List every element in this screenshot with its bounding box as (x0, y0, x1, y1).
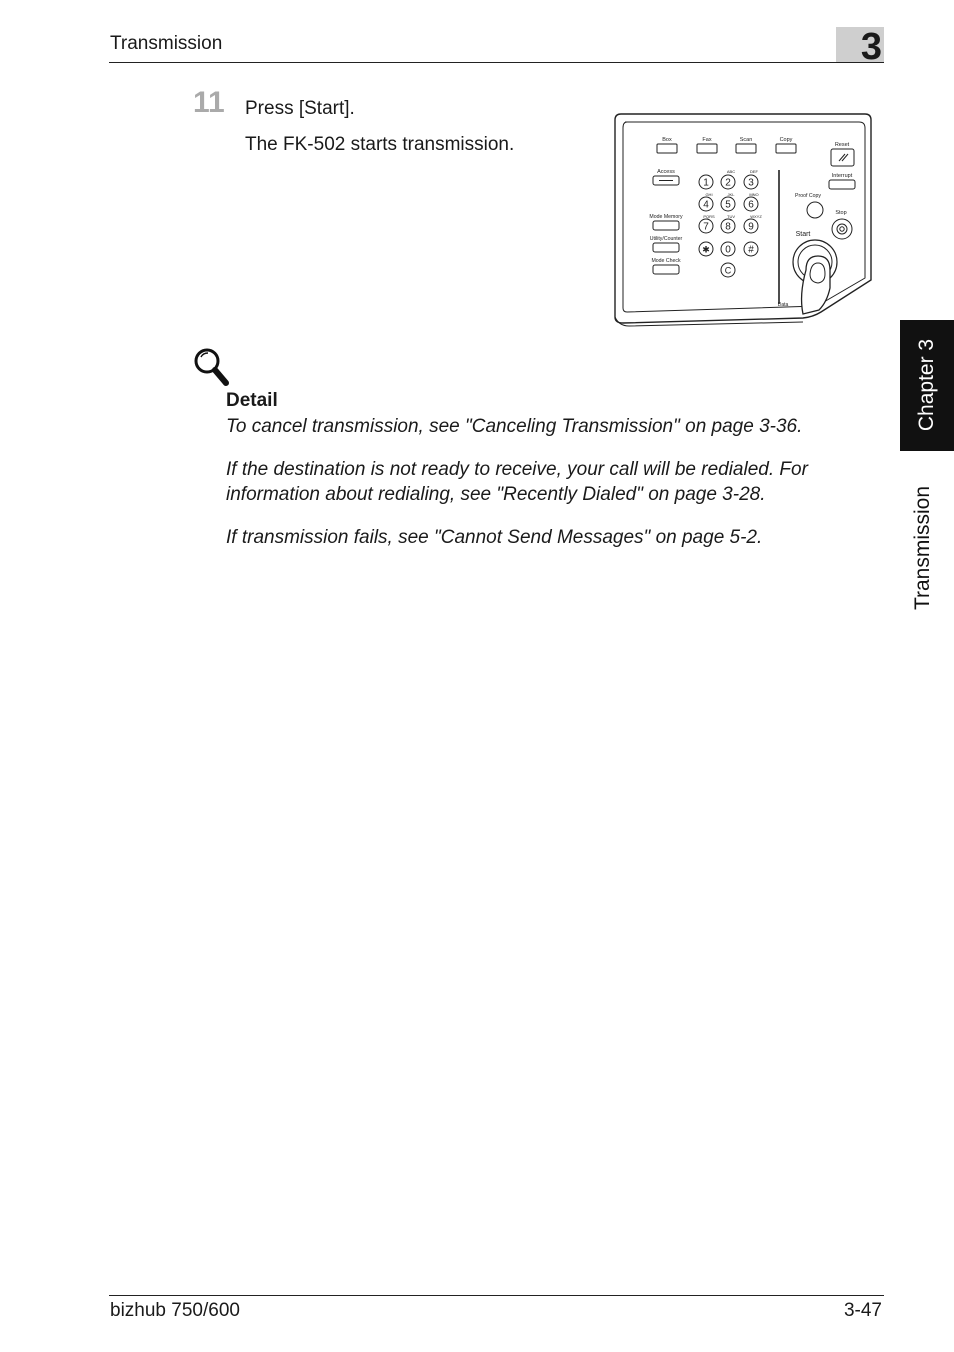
mode-memory-label: Mode Memory (649, 214, 683, 220)
keypad (699, 175, 758, 277)
stop-key (832, 219, 852, 239)
copy-key (776, 144, 796, 153)
keypad-key: 6 (748, 199, 754, 211)
detail-label: Detail (226, 390, 278, 411)
proof-copy-label: Proof Copy (795, 193, 821, 199)
keypad-key: 9 (748, 221, 754, 233)
side-tab-chapter: Chapter 3 (915, 338, 938, 432)
page-header-title: Transmission (110, 33, 223, 54)
stop-label: Stop (835, 210, 847, 216)
header-rule (109, 62, 884, 63)
detail-note: If transmission fails, see "Cannot Send Messages" on page 5-2. (226, 527, 763, 548)
keypad-key: 3 (748, 177, 754, 189)
footer-rule (109, 1295, 884, 1296)
keypad-key: 5 (725, 199, 731, 211)
keypad-letters: PQRS (703, 214, 715, 219)
mode-key-label: Scan (739, 137, 753, 143)
side-tab-section: Transmission (911, 485, 934, 611)
detail-note: If the destination is not ready to receive, your call will be redialed. For information about redialing, see "Recently Dialed" on page 3-28. (226, 459, 808, 505)
keypad-key: C (724, 265, 732, 276)
utility-counter-label: Utility/Counter (649, 236, 683, 242)
scan-key (736, 144, 756, 153)
keypad-key: 7 (703, 221, 709, 233)
footer-model: bizhub 750/600 (110, 1300, 240, 1321)
data-label: Data (777, 302, 789, 308)
step-number: 11 (193, 86, 225, 119)
start-label: Start (795, 231, 811, 238)
fax-key (697, 144, 717, 153)
keypad-letters: TUV (727, 214, 735, 219)
keypad-letters: GHI (705, 192, 713, 197)
interrupt-label: Interrupt (831, 173, 853, 179)
keypad-key: 1 (703, 177, 709, 189)
keypad-letters: WXYZ (750, 214, 762, 219)
mode-key-label: Box (662, 137, 672, 143)
keypad-key: # (748, 244, 754, 256)
access-label: Access (657, 169, 675, 175)
keypad-letters: JKL (727, 192, 735, 197)
reset-label: Reset (834, 142, 850, 148)
keypad-letters: DEF (750, 169, 758, 174)
mode-key-label: Fax (702, 137, 712, 143)
keypad-key: 8 (725, 221, 731, 233)
utility-counter-key (653, 243, 679, 252)
step-instruction: Press [Start]. (245, 98, 355, 119)
keypad-letters: ABC (726, 169, 736, 174)
magnifier-icon (192, 346, 232, 388)
keypad-letters: MNO (749, 192, 759, 197)
keypad-key: ✱ (702, 244, 710, 255)
box-key (657, 144, 677, 153)
step-result: The FK-502 starts transmission. (245, 134, 515, 155)
mode-check-label: Mode Check (651, 258, 681, 264)
footer-page-number: 3-47 (843, 1300, 882, 1321)
control-panel-illustration (613, 110, 873, 328)
mode-memory-key (653, 221, 679, 230)
detail-note: To cancel transmission, see "Canceling Transmission" on page 3-36. (226, 416, 803, 437)
interrupt-key (829, 180, 855, 189)
mode-check-key (653, 265, 679, 274)
keypad-key: 4 (703, 199, 709, 211)
proof-copy-key (807, 202, 823, 218)
keypad-key: 2 (725, 177, 731, 189)
chapter-number: 3 (860, 26, 882, 68)
mode-key-label: Copy (779, 137, 793, 143)
mode-keys (657, 137, 796, 153)
keypad-key: 0 (725, 244, 731, 256)
